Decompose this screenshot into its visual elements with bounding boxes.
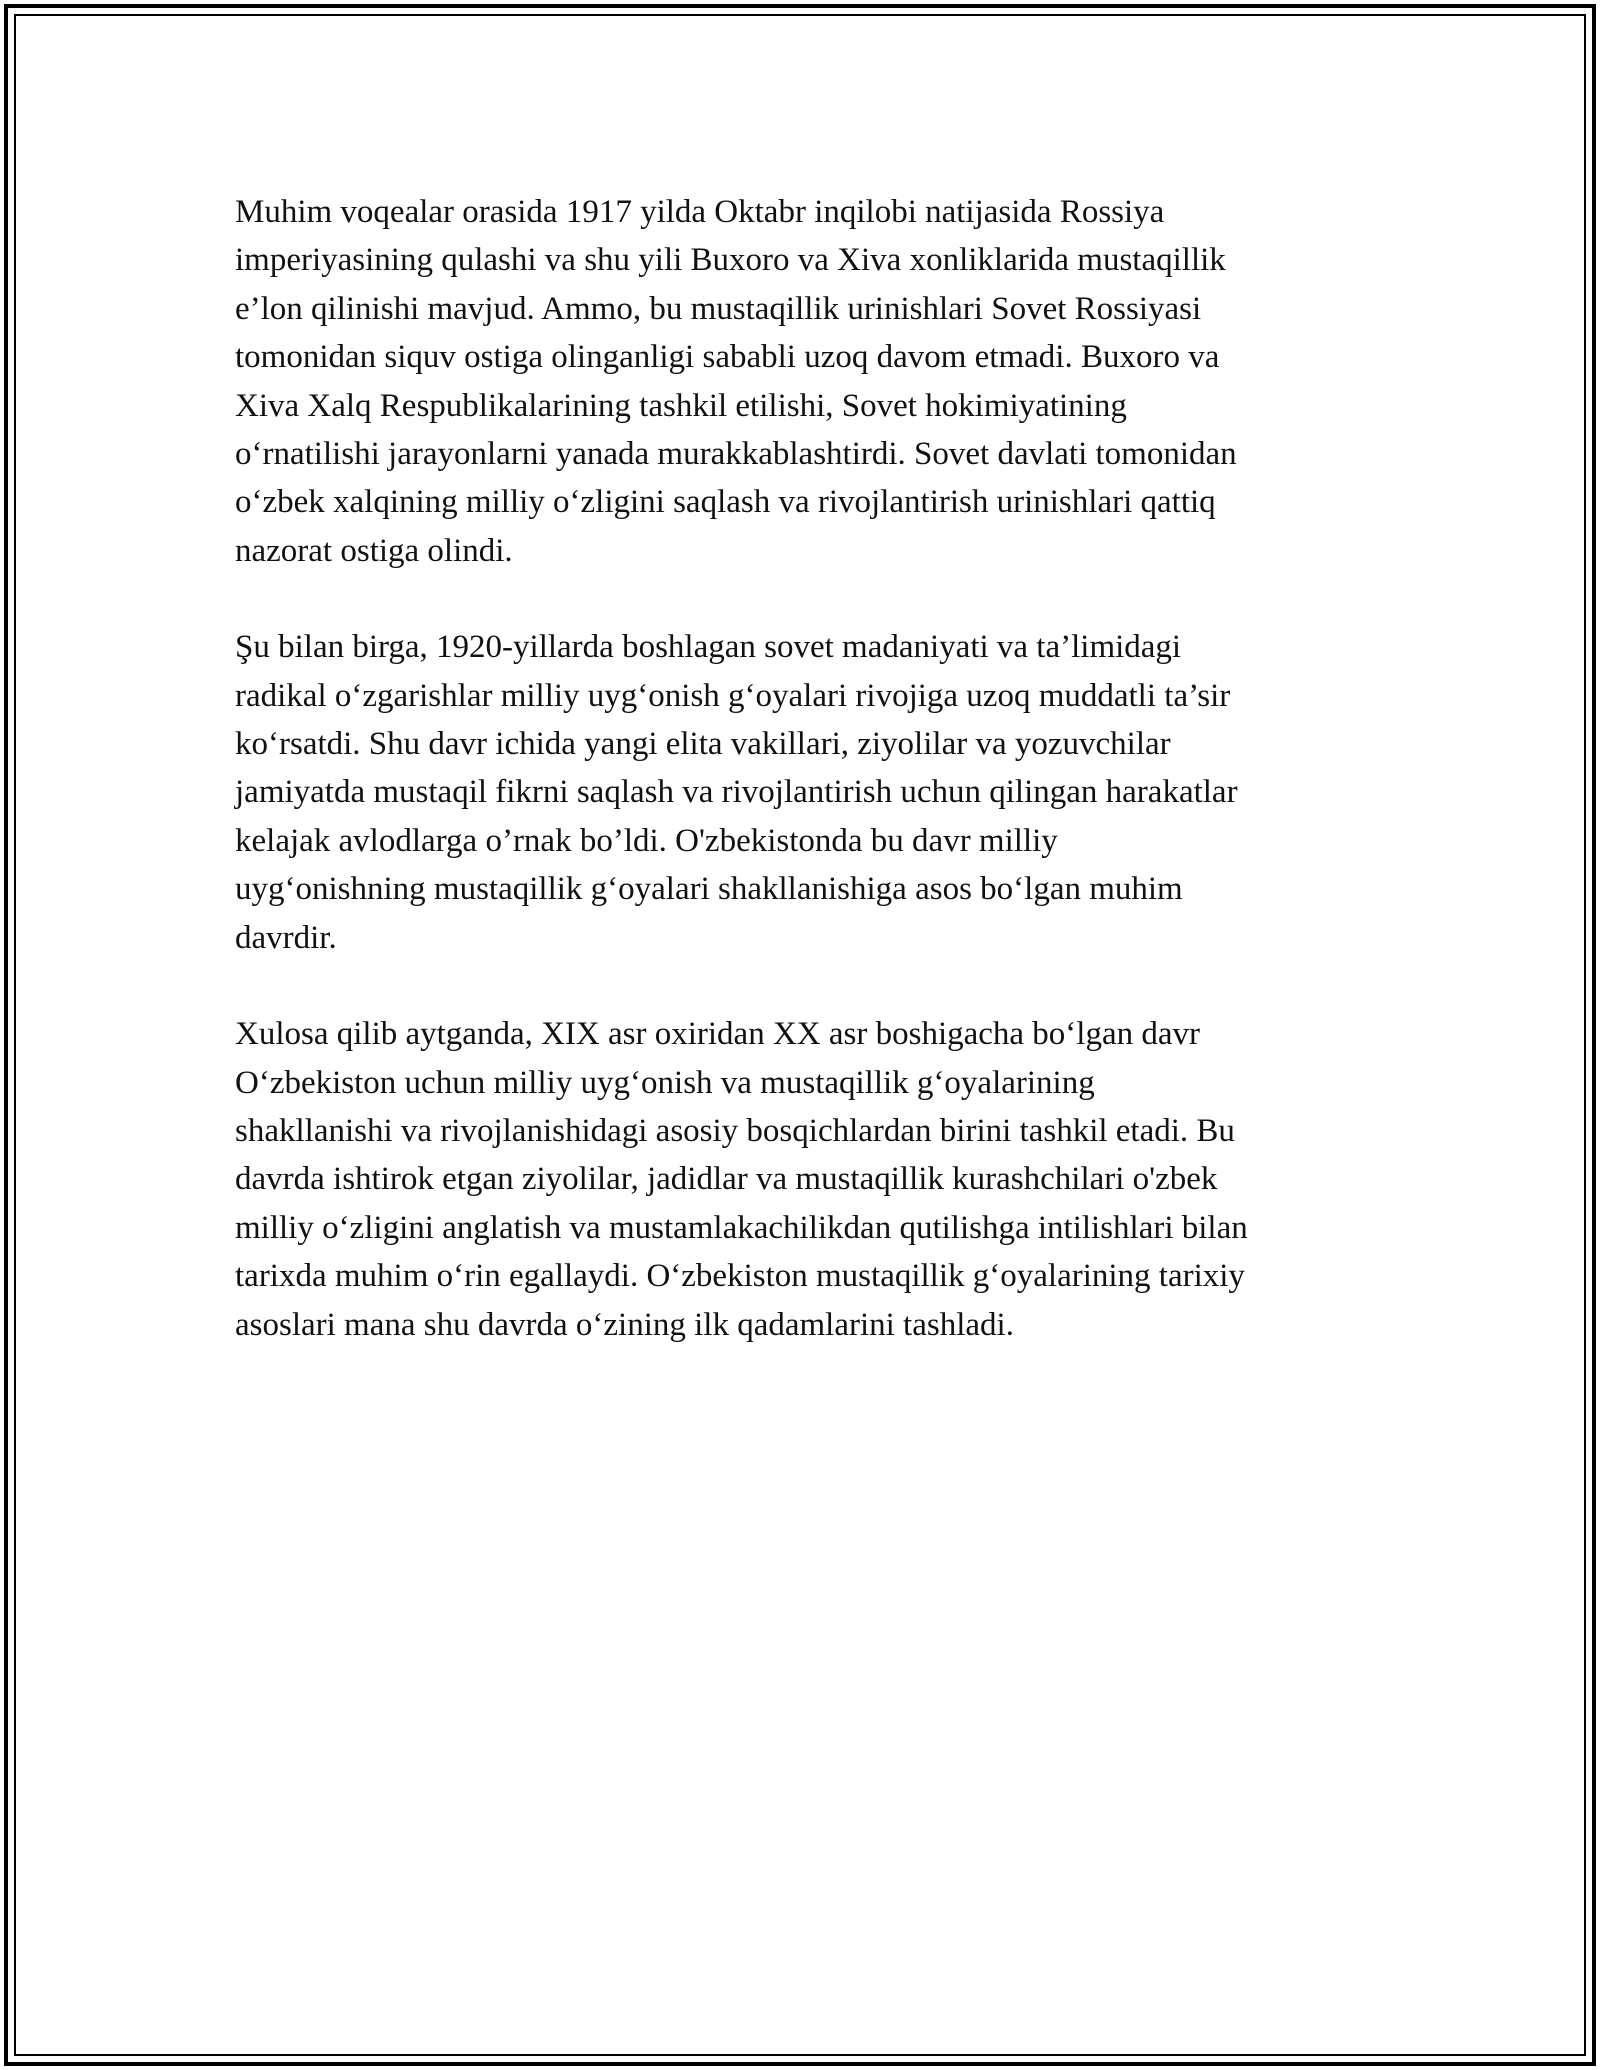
text-line: o‘rnatilishi jarayonlarni yanada murakkablashtirdi. Sovet davlati tomonidan <box>235 436 1237 473</box>
paragraph-2 <box>235 623 1375 962</box>
text-line: Şu bilan birga, 1920-yillarda boshlagan sovet madaniyati va ta’limidagi <box>235 629 1182 666</box>
text-line: davrda ishtirok etgan ziyolilar, jadidlar va mustaqillik kurashchilari o'zbek <box>235 1161 1218 1198</box>
text-line: Muhim voqealar orasida 1917 yilda Oktabr inqilobi natijasida Rossiya <box>235 194 1165 230</box>
paragraph-1 <box>235 188 1375 575</box>
text-line: radikal o‘zgarishlar milliy uyg‘onish g‘oyalari rivojiga uzoq muddatli ta’sir <box>235 677 1231 714</box>
text-line: imperiyasining qulashi va shu yili Buxoro va Xiva xonliklarida mustaqillik <box>235 242 1226 279</box>
document-body <box>235 188 1375 1397</box>
text-line: O‘zbekiston uchun milliy uyg‘onish va mustaqillik g‘oyalarining <box>235 1064 1095 1101</box>
text-line: asoslari mana shu davrda o‘zining ilk qadamlarini tashladi. <box>235 1306 1014 1343</box>
text-line: e’lon qilinishi mavjud. Ammo, bu mustaqillik urinishlari Sovet Rossiyasi <box>235 290 1202 327</box>
text-line: o‘zbek xalqining milliy o‘zligini saqlash va rivojlantirish urinishlari qattiq <box>235 484 1216 521</box>
text-line: uyg‘onishning mustaqillik g‘oyalari shakllanishiga asos bo‘lgan muhim <box>235 871 1183 908</box>
text-line: Xulosa qilib aytganda, XIX asr oxiridan XX asr boshigacha bo‘lgan davr <box>235 1016 1200 1053</box>
text-line: Xiva Xalq Respublikalarining tashkil etilishi, Sovet hokimiyatining <box>235 387 1127 424</box>
text-line: nazorat ostiga olindi. <box>235 532 513 569</box>
text-line: tarixda muhim o‘rin egallaydi. O‘zbekiston mustaqillik g‘oyalarining tarixiy <box>235 1258 1245 1295</box>
paragraph-3 <box>235 1010 1375 1349</box>
text-line: jamiyatda mustaqil fikrni saqlash va rivojlantirish uchun qilingan harakatlar <box>235 774 1238 811</box>
text-line: milliy o‘zligini anglatish va mustamlakachilikdan qutilishga intilishlari bilan <box>235 1209 1248 1246</box>
text-line: kelajak avlodlarga o’rnak bo’ldi. O'zbekistonda bu davr milliy <box>235 822 1058 859</box>
text-line: davrdir. <box>235 919 337 956</box>
text-line: shakllanishi va rivojlanishidagi asosiy bosqichlardan birini tashkil etadi. Bu <box>235 1112 1235 1149</box>
text-line: tomonidan siquv ostiga olinganligi sababli uzoq davom etmadi. Buxoro va <box>235 339 1220 376</box>
text-line: ko‘rsatdi. Shu davr ichida yangi elita vakillari, ziyolilar va yozuvchilar <box>235 726 1171 763</box>
